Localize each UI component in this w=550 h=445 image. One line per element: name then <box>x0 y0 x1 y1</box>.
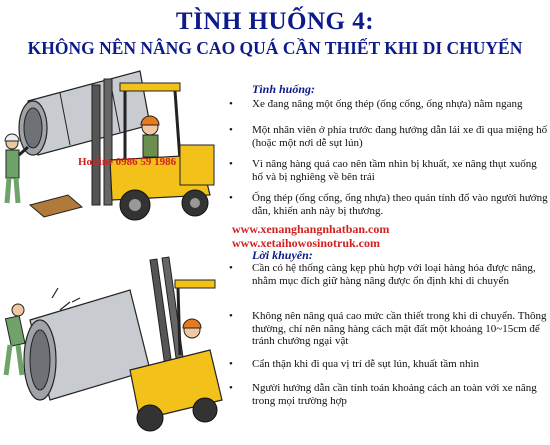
forklift-tipping-illustration <box>0 250 225 435</box>
bullet-icon: • <box>229 158 233 170</box>
bullet-icon: • <box>229 124 233 136</box>
forklift-high-illustration <box>0 65 225 225</box>
website-watermark-1: www.xenanghangnhatban.com <box>232 222 390 236</box>
bullet-icon: • <box>229 262 233 274</box>
bullet-icon: • <box>229 98 233 110</box>
bullet-icon: • <box>229 192 233 204</box>
bullet-icon: • <box>229 382 233 394</box>
bullet-icon: • <box>229 358 233 370</box>
website-watermark-2: www.xetaihowosinotruk.com <box>232 236 381 250</box>
page-title: TÌNH HUỐNG 4: <box>175 8 375 35</box>
advice-heading: Lời khuyên: <box>252 248 313 262</box>
page-subtitle: KHÔNG NÊN NÂNG CAO QUÁ CẦN THIẾT KHI DI CHUYỂN <box>27 38 523 58</box>
injured-worker-image <box>5 304 25 375</box>
bullet-icon: • <box>229 310 233 322</box>
falling-pipe-image <box>24 288 150 400</box>
situation-heading: Tình huống: <box>252 82 316 96</box>
hotline-watermark: Hotline 0986 59 1986 <box>78 156 177 168</box>
forklift-image <box>110 83 214 220</box>
